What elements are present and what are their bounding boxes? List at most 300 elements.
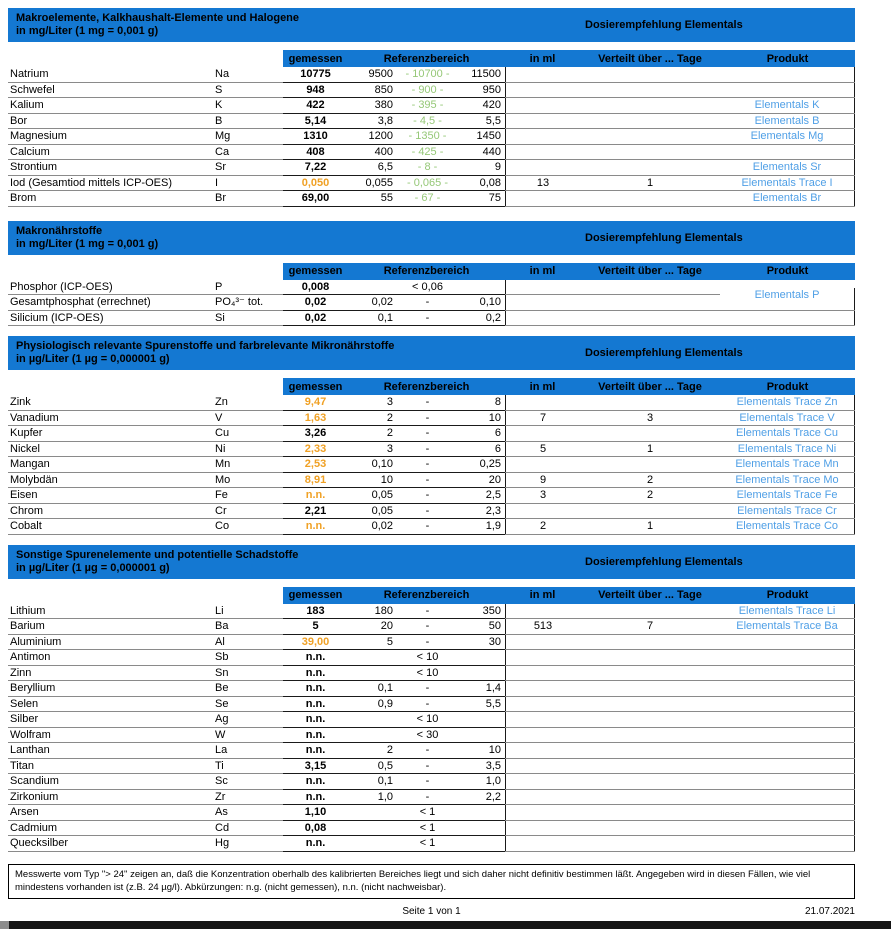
element-symbol: Zr — [215, 790, 226, 803]
element-name: Titan — [10, 759, 35, 772]
ref-target: - — [425, 697, 430, 710]
measured-and-reference — [283, 191, 505, 207]
product-name: Elementals B — [720, 114, 855, 129]
element-name: Lithium — [10, 604, 46, 617]
element-name: Nickel — [10, 442, 40, 455]
dose-days — [580, 191, 720, 206]
measured-and-reference — [283, 83, 505, 99]
element-symbol: Mo — [215, 473, 231, 486]
product-name — [720, 728, 855, 743]
table-row — [8, 728, 855, 744]
table-row — [8, 712, 855, 728]
ref-min: 0,02 — [371, 520, 393, 532]
table-row — [8, 666, 855, 682]
measured-value: 2,21 — [304, 504, 327, 517]
element-symbol: Ba — [215, 620, 229, 632]
section-unit: in mg/Liter (1 mg = 0,001 g) — [16, 25, 159, 37]
element-name: Gesamtphosphat (errechnet) — [10, 296, 151, 308]
dose-ml — [505, 790, 580, 805]
dose-days: 1 — [646, 176, 654, 189]
table-row — [8, 311, 855, 327]
element-name: Vanadium — [10, 411, 59, 424]
table-row — [8, 426, 855, 442]
element-symbol: I — [215, 176, 219, 189]
element-symbol: Ti — [215, 759, 224, 772]
dose-days — [580, 666, 720, 681]
ref-target: - 425 - — [411, 145, 444, 158]
product-name: Elementals Trace Co — [720, 519, 855, 534]
measured-and-reference — [283, 295, 505, 311]
measured-value: 3,15 — [304, 759, 327, 772]
element-name: Beryllium — [10, 682, 56, 694]
table-row — [8, 504, 855, 520]
ref-min: 0,9 — [377, 697, 393, 710]
product-name — [720, 67, 855, 82]
measured-and-reference — [283, 176, 505, 192]
ref-target: - — [425, 396, 430, 408]
element-symbol: B — [215, 114, 223, 127]
table-body — [8, 280, 855, 327]
product-name: Elementals Br — [720, 191, 855, 206]
dose-ml — [505, 604, 580, 619]
dose-days — [580, 836, 720, 851]
dose-days — [580, 145, 720, 160]
table-column-headers — [283, 50, 855, 67]
dose-days — [580, 743, 720, 758]
product-name: Elementals Trace Cr — [720, 504, 855, 519]
section-title-block — [16, 340, 585, 366]
ref-min: 0,10 — [371, 458, 393, 470]
ref-target: - — [425, 604, 430, 617]
element-name: Cobalt — [10, 520, 42, 532]
element-name: Eisen — [10, 489, 38, 501]
table-row — [8, 280, 855, 301]
ref-target: - 8 - — [417, 161, 438, 173]
measured-and-reference — [283, 743, 505, 759]
ref-max — [462, 805, 505, 820]
element-symbol: Sr — [215, 161, 226, 173]
dose-days — [580, 457, 720, 472]
section-title-block — [16, 549, 585, 575]
dose-days — [580, 774, 720, 789]
table-row — [8, 759, 855, 775]
section-title: Makronährstoffe — [16, 224, 103, 237]
measured-value: 2,53 — [304, 458, 327, 470]
measured-and-reference — [283, 712, 505, 728]
dose-days: 7 — [646, 620, 654, 632]
ref-max — [462, 650, 505, 665]
measured-value: n.n. — [305, 682, 326, 694]
measured-and-reference — [283, 160, 505, 176]
ref-min: 0,1 — [377, 682, 393, 694]
ref-min: 0,05 — [371, 504, 393, 517]
element-symbol: Cd — [215, 821, 230, 834]
product-name: Elementals Mg — [720, 129, 855, 144]
page-number: Seite 1 von 1 — [402, 906, 461, 918]
product-name: Elementals Trace Ba — [720, 619, 855, 634]
ref-target: - — [425, 311, 430, 324]
measured-value: n.n. — [305, 728, 326, 741]
product-name: Elementals Trace Ni — [720, 442, 855, 457]
dose-ml: 2 — [505, 519, 580, 534]
dose-ml — [505, 145, 580, 160]
measured-value: 422 — [306, 99, 325, 111]
product-name — [720, 759, 855, 774]
ref-max: 10 — [488, 744, 501, 756]
ref-max: 1,9 — [485, 520, 501, 532]
ref-target: - — [425, 504, 430, 517]
col-referenzbereich: Referenzbereich — [383, 380, 470, 393]
ref-min — [348, 836, 393, 851]
ref-max: 75 — [488, 192, 501, 204]
element-symbol: Hg — [215, 837, 230, 849]
ref-target: < 1 — [419, 806, 436, 818]
element-symbol: K — [215, 99, 223, 111]
element-symbol: Li — [215, 604, 224, 617]
dose-days — [580, 83, 720, 98]
measured-value: 948 — [306, 83, 325, 96]
section-unit: in mg/Liter (1 mg = 0,001 g) — [16, 237, 159, 250]
table-body — [8, 67, 855, 207]
element-symbol: La — [215, 744, 228, 756]
ref-min: 55 — [380, 192, 393, 204]
ref-target: - — [425, 442, 430, 455]
element-symbol: Zn — [215, 396, 228, 408]
element-name: Quecksilber — [10, 837, 69, 849]
dose-days — [580, 67, 720, 82]
element-symbol: Ni — [215, 442, 226, 455]
ref-target: < 1 — [419, 821, 436, 834]
col-referenzbereich: Referenzbereich — [383, 52, 470, 65]
ref-target: - — [425, 682, 430, 694]
table-row — [8, 743, 855, 759]
measured-value: n.n. — [305, 713, 326, 725]
dose-ml — [505, 697, 580, 712]
section-schadstoffe — [0, 545, 891, 852]
dose-days — [580, 426, 720, 441]
measured-value: 7,22 — [304, 161, 327, 173]
dose-days — [580, 504, 720, 519]
element-name: Molybdän — [10, 473, 58, 486]
dose-ml — [505, 395, 580, 410]
element-name: Schwefel — [10, 83, 55, 96]
measured-and-reference — [283, 619, 505, 635]
table-row — [8, 774, 855, 790]
section-unit: in µg/Liter (1 µg = 0,000001 g) — [16, 353, 170, 365]
product-name — [720, 145, 855, 160]
ref-max: 420 — [482, 99, 501, 111]
element-name: Arsen — [10, 806, 39, 818]
ref-target: < 10 — [416, 651, 439, 663]
product-name — [720, 790, 855, 805]
ref-min: 9500 — [368, 68, 393, 80]
dose-ml — [505, 759, 580, 774]
dose-days — [580, 160, 720, 175]
measured-and-reference — [283, 311, 505, 327]
dose-ml — [505, 67, 580, 82]
table-row — [8, 790, 855, 806]
element-name: Brom — [10, 192, 37, 204]
element-name: Cadmium — [10, 821, 58, 834]
element-symbol: Al — [215, 635, 225, 648]
table-row — [8, 473, 855, 489]
table-row — [8, 129, 855, 145]
element-name: Zirkonium — [10, 790, 59, 803]
ref-target: - 67 - — [414, 192, 441, 204]
dose-ml — [505, 712, 580, 727]
dose-days: 3 — [646, 411, 654, 424]
element-name: Strontium — [10, 161, 58, 173]
dose-ml: 513 — [505, 619, 580, 634]
measured-and-reference — [283, 129, 505, 145]
ref-max: 6 — [494, 427, 501, 439]
dose-days — [580, 604, 720, 619]
dose-ml — [505, 805, 580, 820]
measured-and-reference — [283, 98, 505, 114]
col-produkt: Produkt — [766, 380, 809, 393]
ref-target: < 10 — [416, 666, 439, 679]
table-row — [8, 160, 855, 176]
element-symbol: Si — [215, 311, 225, 324]
table-row — [8, 442, 855, 458]
table-row — [8, 836, 855, 852]
ref-target: - — [425, 759, 430, 772]
ref-max: 2,5 — [485, 489, 501, 501]
ref-min: 0,1 — [377, 311, 393, 324]
table-column-headers — [283, 587, 855, 604]
table-column-headers — [283, 378, 855, 395]
measured-value: 8,91 — [304, 473, 327, 486]
ref-max: 0,08 — [479, 176, 501, 189]
element-name: Chrom — [10, 504, 44, 517]
measured-and-reference — [283, 488, 505, 504]
dose-days — [580, 98, 720, 113]
element-name: Calcium — [10, 145, 50, 158]
measured-and-reference — [283, 681, 505, 697]
page-footer-line — [8, 906, 855, 917]
col-verteilt-tage: Verteilt über ... Tage — [598, 380, 702, 393]
ref-target: - — [425, 744, 430, 756]
measured-and-reference — [283, 426, 505, 442]
measurement-note: Messwerte vom Typ "> 24" zeigen an, daß die Konzentration oberhalb des kalibrierten Bereiches liegt und sich daher nicht definitiv bestimmen läßt. Angegeben wird in diesen Fällen, wie viel mindestens vorhanden ist (z.B. 24 µg/l). Abkürzungen: n.g. (nicht gemessen), n.n. (nicht nachweisbar). — [8, 864, 855, 900]
section-title: Physiologisch relevante Spurenstoffe und farbrelevante Mikronährstoffe — [16, 340, 395, 352]
ref-target: - 0,065 - — [407, 176, 448, 189]
ref-min: 3,8 — [377, 114, 393, 127]
col-gemessen: gemessen — [288, 380, 343, 393]
section-header-band — [8, 8, 855, 42]
measured-and-reference — [283, 145, 505, 161]
product-name: Elementals Trace Li — [720, 604, 855, 619]
ref-min: 0,5 — [377, 759, 393, 772]
element-symbol: S — [215, 83, 223, 96]
table-row — [8, 805, 855, 821]
product-name: Elementals Trace Zn — [720, 395, 855, 410]
measured-value: 0,08 — [304, 821, 327, 834]
measured-value: n.n. — [305, 837, 326, 849]
ref-max — [462, 712, 505, 727]
table-row — [8, 98, 855, 114]
dose-days: 1 — [646, 442, 654, 455]
element-symbol: Sb — [215, 651, 229, 663]
ref-max: 5,5 — [485, 697, 501, 710]
element-name: Natrium — [10, 68, 49, 80]
dose-ml — [505, 728, 580, 743]
dose-ml — [505, 191, 580, 206]
dose-days — [580, 295, 720, 310]
section-title-block — [16, 225, 585, 251]
measured-and-reference — [283, 442, 505, 458]
table-row — [8, 681, 855, 697]
ref-target: < 0,06 — [412, 280, 443, 293]
table-row — [8, 145, 855, 161]
product-name — [720, 821, 855, 836]
ref-target: - — [425, 411, 430, 424]
measured-and-reference — [283, 411, 505, 427]
col-gemessen: gemessen — [288, 52, 343, 65]
dose-ml: 9 — [505, 473, 580, 488]
measured-and-reference — [283, 728, 505, 744]
section-makroelemente — [0, 8, 891, 207]
dose-ml: 3 — [505, 488, 580, 503]
ref-target: - — [425, 790, 430, 803]
measured-value: 5,14 — [304, 114, 327, 127]
ref-min — [348, 821, 393, 836]
measured-value: 0,02 — [304, 311, 327, 324]
dose-ml — [505, 774, 580, 789]
ref-min: 0,02 — [371, 296, 393, 308]
measured-and-reference — [283, 650, 505, 666]
table-row — [8, 650, 855, 666]
measured-value: n.n. — [305, 790, 326, 803]
section-title: Sonstige Spurenelemente und potentielle Schadstoffe — [16, 548, 299, 561]
element-symbol: Co — [215, 520, 230, 532]
ref-target: - 4,5 - — [413, 114, 442, 127]
ref-max: 3,5 — [485, 759, 501, 772]
viewer-bottom-bar — [0, 921, 891, 929]
dose-ml — [505, 504, 580, 519]
dosier-label: Dosierempfehlung Elementals — [585, 231, 743, 244]
measured-and-reference — [283, 67, 505, 83]
viewer-corner-block — [0, 921, 9, 929]
element-name: Aluminium — [10, 635, 62, 648]
table-body — [8, 604, 855, 852]
ref-min: 1,0 — [377, 790, 393, 803]
measured-value: 5 — [312, 620, 319, 632]
ref-min — [348, 666, 393, 681]
ref-max: 11500 — [471, 68, 501, 80]
ref-target: - 1350 - — [408, 130, 447, 142]
section-unit: in µg/Liter (1 µg = 0,000001 g) — [16, 561, 170, 574]
dose-days: 2 — [646, 489, 654, 501]
ref-min: 400 — [374, 145, 393, 158]
measured-and-reference — [283, 395, 505, 411]
product-name: Elementals Trace Fe — [720, 488, 855, 503]
element-name: Silber — [10, 713, 39, 725]
ref-max: 10 — [488, 411, 501, 424]
element-symbol: Sn — [215, 666, 229, 679]
element-symbol: Ca — [215, 145, 230, 158]
table-row — [8, 114, 855, 130]
table-row — [8, 604, 855, 620]
dose-days — [580, 311, 720, 326]
ref-max — [462, 280, 505, 295]
ref-max: 440 — [482, 145, 501, 158]
element-symbol: W — [215, 728, 226, 741]
measured-and-reference — [283, 473, 505, 489]
ref-max: 1,0 — [485, 775, 501, 787]
element-name: Selen — [10, 697, 39, 710]
product-name — [720, 681, 855, 696]
ref-max: 0,2 — [485, 311, 501, 324]
col-in-ml: in ml — [529, 52, 556, 65]
element-name: Iod (Gesamtiod mittels ICP-OES) — [10, 176, 172, 189]
report-date: 21.07.2021 — [804, 906, 855, 918]
ref-target: - — [425, 458, 430, 470]
ref-target: - — [425, 296, 430, 308]
element-name: Lanthan — [10, 744, 50, 756]
element-name: Kalium — [10, 99, 44, 111]
dose-ml: 7 — [505, 411, 580, 426]
ref-min — [348, 712, 393, 727]
dose-ml — [505, 681, 580, 696]
ref-target: - — [425, 427, 430, 439]
dose-days — [580, 790, 720, 805]
table-row — [8, 519, 855, 535]
measured-value: n.n. — [305, 651, 326, 663]
product-name — [720, 697, 855, 712]
section-header-band — [8, 336, 855, 370]
ref-target: - 395 - — [411, 99, 444, 111]
measured-value: 183 — [306, 604, 325, 617]
col-verteilt-tage: Verteilt über ... Tage — [598, 265, 702, 277]
product-name — [720, 743, 855, 758]
ref-min: 5 — [386, 635, 393, 648]
measured-value: 1,10 — [304, 806, 327, 818]
dose-ml — [505, 129, 580, 144]
table-row — [8, 457, 855, 473]
dose-ml — [505, 280, 580, 295]
element-symbol: Fe — [215, 489, 228, 501]
dose-days — [580, 129, 720, 144]
dose-ml — [505, 457, 580, 472]
ref-max: 0,10 — [479, 296, 501, 308]
product-name: Elementals Trace Mo — [720, 473, 855, 488]
dose-days — [580, 821, 720, 836]
ref-max: 5,5 — [485, 114, 501, 127]
measured-value: 1310 — [303, 130, 328, 142]
element-name: Antimon — [10, 651, 51, 663]
product-name: Elementals Trace Cu — [720, 426, 855, 441]
ref-target: < 30 — [416, 728, 439, 741]
dose-ml — [505, 311, 580, 326]
ref-target: - — [425, 775, 430, 787]
element-symbol: Cr — [215, 504, 227, 517]
ref-min — [348, 280, 393, 295]
table-row — [8, 395, 855, 411]
measured-and-reference — [283, 457, 505, 473]
dose-ml — [505, 98, 580, 113]
ref-min: 2 — [386, 427, 393, 439]
col-gemessen: gemessen — [288, 265, 343, 277]
element-name: Mangan — [10, 458, 50, 470]
measured-value: n.n. — [305, 744, 326, 756]
product-name: Elementals Trace Mn — [720, 457, 855, 472]
dose-days — [580, 728, 720, 743]
table-row — [8, 635, 855, 651]
element-name: Magnesium — [10, 130, 67, 142]
section-title-block — [16, 12, 585, 38]
table-row — [8, 488, 855, 504]
